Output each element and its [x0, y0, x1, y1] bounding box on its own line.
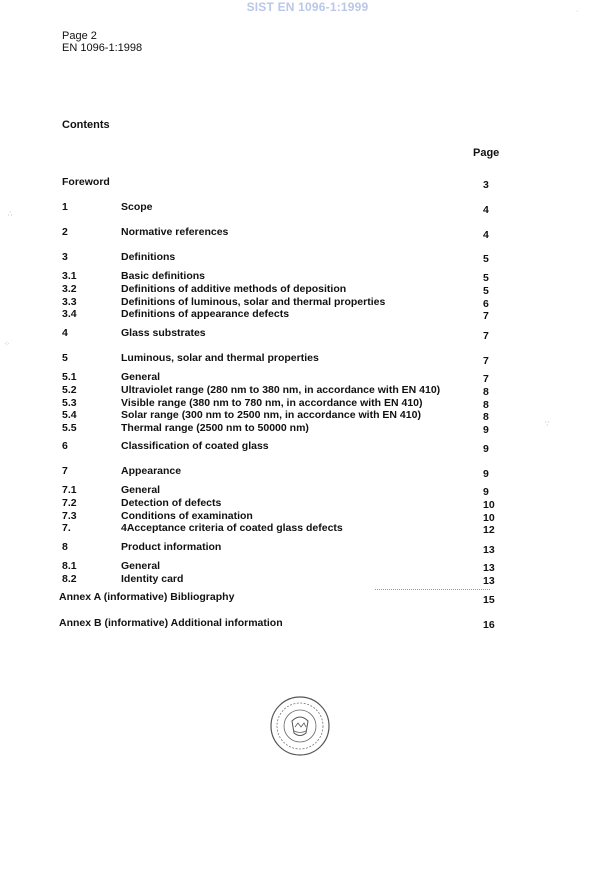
official-seal-icon [270, 691, 330, 761]
toc-number: 4 [62, 327, 68, 339]
toc-row [0, 226, 615, 241]
toc-title: Luminous, solar and thermal properties [121, 352, 319, 364]
toc-number: 3.4 [62, 308, 77, 320]
toc-row-foreword [0, 176, 615, 191]
toc-row [0, 440, 615, 455]
toc-page: 4 [483, 204, 489, 216]
toc-number: 7 [62, 465, 68, 477]
toc-number: 1 [62, 201, 68, 213]
toc-row [0, 560, 615, 572]
toc-row [0, 327, 615, 342]
toc-number: 5 [62, 352, 68, 364]
toc-page: 7 [483, 355, 489, 367]
toc-row [0, 201, 615, 216]
toc-page: 13 [483, 544, 495, 556]
toc-row-annex-b [0, 617, 615, 629]
toc-number: 5.3 [62, 397, 77, 409]
toc-page: 7 [483, 373, 489, 385]
toc-number: 5.4 [62, 409, 77, 421]
scan-speck: · [576, 8, 579, 15]
contents-heading: Contents [62, 119, 110, 131]
toc-number: 5.1 [62, 371, 77, 383]
toc-page: 16 [483, 619, 495, 631]
toc-row [0, 308, 615, 320]
toc-number: 3.2 [62, 283, 77, 295]
toc-page: 12 [483, 524, 495, 536]
toc-page: 8 [483, 411, 489, 423]
toc-title: General [121, 560, 161, 572]
watermark-title: SIST EN 1096-1:1999 [246, 0, 369, 14]
toc-number: 3 [62, 251, 68, 263]
toc-row-annex-a [0, 591, 615, 606]
toc-title: Conditions of examination [121, 510, 253, 522]
toc-title: General [121, 484, 161, 496]
toc-number: 7. [62, 522, 71, 534]
toc-row [0, 283, 615, 295]
toc-title: Definitions of additive methods of deposition [121, 283, 347, 295]
toc-number: 8 [62, 541, 68, 553]
toc-title: Visible range (380 nm to 780 nm, in accordance with EN 410) [121, 397, 423, 409]
toc-row [0, 251, 615, 263]
toc-number: 5.2 [62, 384, 77, 396]
toc-number: 7.2 [62, 497, 77, 509]
toc-row [0, 270, 615, 282]
toc-annex-title: Annex A (informative) Bibliography [59, 591, 235, 603]
toc-row [0, 522, 615, 534]
standard-number: EN 1096-1:1998 [62, 42, 143, 54]
toc-title: Detection of defects [121, 497, 222, 509]
toc-number: Foreword [62, 176, 110, 188]
toc-row [0, 484, 615, 496]
toc-page: 9 [483, 443, 489, 455]
toc-row [0, 352, 615, 367]
toc-page: 10 [483, 512, 495, 524]
toc-title: Identity card [121, 573, 184, 585]
toc-row [0, 510, 615, 522]
toc-row [0, 541, 615, 556]
toc-number: 2 [62, 226, 68, 238]
toc-page: 5 [483, 272, 489, 284]
toc-row [0, 497, 615, 509]
toc-page: 10 [483, 499, 495, 511]
toc-row [0, 573, 615, 585]
page-column-heading: Page [473, 147, 500, 159]
toc-number: 3.3 [62, 296, 77, 308]
toc-row [0, 296, 615, 308]
toc-page: 5 [483, 253, 489, 265]
scan-speck: ⁘ [4, 341, 10, 348]
toc-title: Appearance [121, 465, 182, 477]
toc-title: Basic definitions [121, 270, 206, 282]
toc-title: Thermal range (2500 nm to 50000 nm) [121, 422, 309, 434]
page-header [62, 30, 142, 54]
toc-title: Product information [121, 541, 222, 553]
scan-speck: ∵ [545, 421, 550, 428]
page-number: Page 2 [62, 30, 97, 42]
toc-page: 9 [483, 424, 489, 436]
toc-title: 4Acceptance criteria of coated glass defects [121, 522, 343, 534]
toc-page: 13 [483, 575, 495, 587]
toc-number: 3.1 [62, 270, 77, 282]
toc-page: 8 [483, 399, 489, 411]
toc-page: 9 [483, 486, 489, 498]
toc-row [0, 397, 615, 409]
toc-page: 9 [483, 468, 489, 480]
toc-title: General [121, 371, 161, 383]
toc-page: 15 [483, 594, 495, 606]
toc-page: 8 [483, 386, 489, 398]
toc-annex-title: Annex B (informative) Additional information [59, 617, 283, 629]
toc-title: Definitions of appearance defects [121, 308, 290, 320]
toc-title: Solar range (300 nm to 2500 nm, in accordance with EN 410) [121, 409, 421, 421]
toc-number: 8.1 [62, 560, 77, 572]
toc-row [0, 422, 615, 434]
toc-row [0, 409, 615, 421]
toc-number: 7.1 [62, 484, 77, 496]
toc-page: 6 [483, 298, 489, 310]
toc-page: 3 [483, 179, 489, 191]
toc-title: Classification of coated glass [121, 440, 269, 452]
toc-title: Definitions [121, 251, 176, 263]
toc-number: 7.3 [62, 510, 77, 522]
toc-title: Glass substrates [121, 327, 206, 339]
toc-number: 8.2 [62, 573, 77, 585]
toc-title: Scope [121, 201, 153, 213]
toc-page: 7 [483, 330, 489, 342]
toc-title: Normative references [121, 226, 229, 238]
toc-number: 6 [62, 440, 68, 452]
toc-row [0, 384, 615, 396]
toc-number: 5.5 [62, 422, 77, 434]
dotted-leader [375, 589, 490, 591]
toc-title: Ultraviolet range (280 nm to 380 nm, in accordance with EN 410) [121, 384, 441, 396]
toc-page: 4 [483, 229, 489, 241]
toc-page: 5 [483, 285, 489, 297]
toc-title: Definitions of luminous, solar and thermal properties [121, 296, 386, 308]
toc-row [0, 465, 615, 480]
toc-row [0, 371, 615, 383]
toc-page: 7 [483, 310, 489, 322]
toc-page: 13 [483, 562, 495, 574]
scan-speck: ∴ [8, 211, 13, 218]
